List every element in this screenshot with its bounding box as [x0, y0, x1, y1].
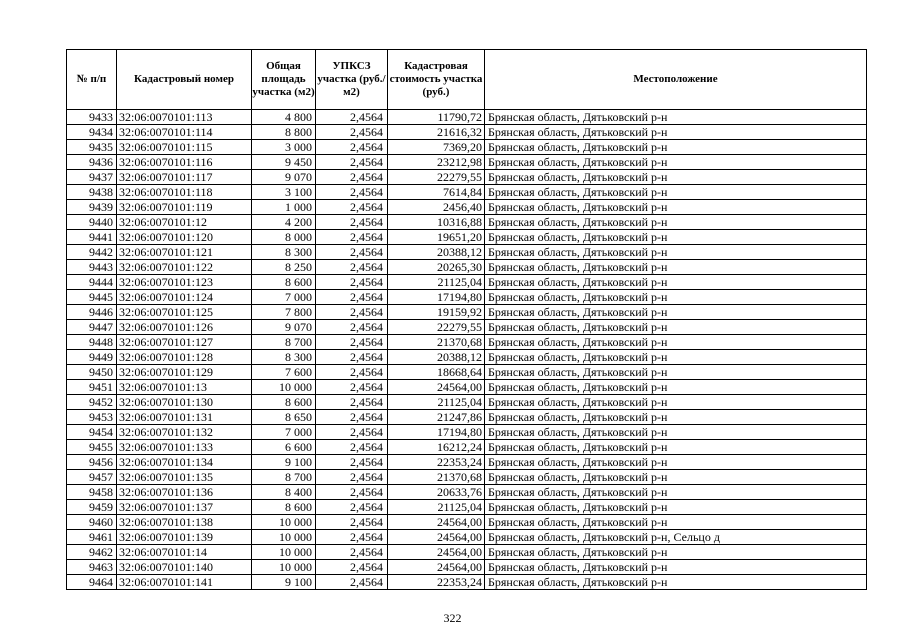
area-value: 3 000: [252, 140, 316, 155]
row-num: 9463: [67, 560, 117, 575]
cadastral-table: [66, 49, 867, 590]
upksz-value: 2,4564: [316, 275, 388, 290]
area-value: 8 300: [252, 350, 316, 365]
table-row: [67, 365, 867, 380]
upksz-value: 2,4564: [316, 155, 388, 170]
location: Брянская область, Дятьковский р-н: [485, 140, 867, 155]
cadastral-number: 32:06:0070101:139: [117, 530, 252, 545]
table-row: [67, 515, 867, 530]
table-row: [67, 290, 867, 305]
row-num: 9453: [67, 410, 117, 425]
area-value: 10 000: [252, 530, 316, 545]
upksz-value: 2,4564: [316, 185, 388, 200]
cadastral-number: 32:06:0070101:123: [117, 275, 252, 290]
cadastral-value: 11790,72: [388, 110, 485, 125]
location: Брянская область, Дятьковский р-н: [485, 230, 867, 245]
cadastral-value: 19159,92: [388, 305, 485, 320]
row-num: 9457: [67, 470, 117, 485]
upksz-value: 2,4564: [316, 380, 388, 395]
cadastral-value: 21370,68: [388, 470, 485, 485]
table-row: [67, 350, 867, 365]
location: Брянская область, Дятьковский р-н: [485, 380, 867, 395]
table-body: [67, 110, 867, 590]
cadastral-number: 32:06:0070101:124: [117, 290, 252, 305]
upksz-value: 2,4564: [316, 395, 388, 410]
cadastral-value: 24564,00: [388, 515, 485, 530]
cadastral-number: 32:06:0070101:133: [117, 440, 252, 455]
cadastral-number: 32:06:0070101:131: [117, 410, 252, 425]
location: Брянская область, Дятьковский р-н: [485, 485, 867, 500]
location: Брянская область, Дятьковский р-н: [485, 440, 867, 455]
area-value: 7 000: [252, 290, 316, 305]
location: Брянская область, Дятьковский р-н: [485, 215, 867, 230]
row-num: 9436: [67, 155, 117, 170]
location: Брянская область, Дятьковский р-н: [485, 500, 867, 515]
upksz-value: 2,4564: [316, 305, 388, 320]
table-row: [67, 110, 867, 125]
table-row: [67, 395, 867, 410]
area-value: 9 070: [252, 320, 316, 335]
table-row: [67, 185, 867, 200]
cadastral-number: 32:06:0070101:136: [117, 485, 252, 500]
location: Брянская область, Дятьковский р-н: [485, 200, 867, 215]
table-row: [67, 425, 867, 440]
cadastral-value: 24564,00: [388, 560, 485, 575]
upksz-value: 2,4564: [316, 125, 388, 140]
location: Брянская область, Дятьковский р-н: [485, 125, 867, 140]
cadastral-number: 32:06:0070101:118: [117, 185, 252, 200]
row-num: 9444: [67, 275, 117, 290]
header-cadastral-number: Кадастровый номер: [117, 50, 252, 110]
table-row: [67, 140, 867, 155]
area-value: 10 000: [252, 560, 316, 575]
cadastral-value: 22279,55: [388, 320, 485, 335]
cadastral-number: 32:06:0070101:122: [117, 260, 252, 275]
cadastral-number: 32:06:0070101:116: [117, 155, 252, 170]
table-row: [67, 170, 867, 185]
row-num: 9446: [67, 305, 117, 320]
location: Брянская область, Дятьковский р-н: [485, 455, 867, 470]
row-num: 9434: [67, 125, 117, 140]
upksz-value: 2,4564: [316, 455, 388, 470]
location: Брянская область, Дятьковский р-н: [485, 155, 867, 170]
upksz-value: 2,4564: [316, 515, 388, 530]
upksz-value: 2,4564: [316, 470, 388, 485]
row-num: 9461: [67, 530, 117, 545]
upksz-value: 2,4564: [316, 545, 388, 560]
upksz-value: 2,4564: [316, 410, 388, 425]
upksz-value: 2,4564: [316, 110, 388, 125]
row-num: 9460: [67, 515, 117, 530]
cadastral-number: 32:06:0070101:120: [117, 230, 252, 245]
cadastral-number: 32:06:0070101:12: [117, 215, 252, 230]
location: Брянская область, Дятьковский р-н: [485, 560, 867, 575]
cadastral-value: 20265,30: [388, 260, 485, 275]
header-cadastral-value: Кадастровая стоимость участка (руб.): [388, 50, 485, 110]
area-value: 8 800: [252, 125, 316, 140]
upksz-value: 2,4564: [316, 335, 388, 350]
table-row: [67, 320, 867, 335]
location: Брянская область, Дятьковский р-н: [485, 170, 867, 185]
header-num: № п/п: [67, 50, 117, 110]
location: Брянская область, Дятьковский р-н: [485, 350, 867, 365]
table-row: [67, 545, 867, 560]
area-value: 8 700: [252, 470, 316, 485]
row-num: 9437: [67, 170, 117, 185]
row-num: 9464: [67, 575, 117, 590]
header-area: Общая площадь участка (м2): [252, 50, 316, 110]
cadastral-value: 17194,80: [388, 290, 485, 305]
cadastral-number: 32:06:0070101:128: [117, 350, 252, 365]
row-num: 9459: [67, 500, 117, 515]
upksz-value: 2,4564: [316, 140, 388, 155]
cadastral-number: 32:06:0070101:129: [117, 365, 252, 380]
table-row: [67, 260, 867, 275]
row-num: 9455: [67, 440, 117, 455]
location: Брянская область, Дятьковский р-н: [485, 470, 867, 485]
cadastral-number: 32:06:0070101:119: [117, 200, 252, 215]
cadastral-number: 32:06:0070101:117: [117, 170, 252, 185]
table-row: [67, 230, 867, 245]
upksz-value: 2,4564: [316, 290, 388, 305]
cadastral-value: 20633,76: [388, 485, 485, 500]
cadastral-number: 32:06:0070101:134: [117, 455, 252, 470]
area-value: 8 250: [252, 260, 316, 275]
location: Брянская область, Дятьковский р-н: [485, 110, 867, 125]
upksz-value: 2,4564: [316, 425, 388, 440]
table-header-row: [67, 50, 867, 110]
cadastral-number: 32:06:0070101:130: [117, 395, 252, 410]
location: Брянская область, Дятьковский р-н: [485, 410, 867, 425]
area-value: 4 200: [252, 215, 316, 230]
area-value: 9 100: [252, 575, 316, 590]
location: Брянская область, Дятьковский р-н: [485, 260, 867, 275]
table-row: [67, 305, 867, 320]
cadastral-value: 21125,04: [388, 500, 485, 515]
table-row: [67, 485, 867, 500]
cadastral-value: 7369,20: [388, 140, 485, 155]
row-num: 9451: [67, 380, 117, 395]
area-value: 4 800: [252, 110, 316, 125]
cadastral-number: 32:06:0070101:140: [117, 560, 252, 575]
cadastral-value: 20388,12: [388, 350, 485, 365]
row-num: 9452: [67, 395, 117, 410]
table-row: [67, 455, 867, 470]
row-num: 9449: [67, 350, 117, 365]
area-value: 8 300: [252, 245, 316, 260]
location: Брянская область, Дятьковский р-н: [485, 575, 867, 590]
upksz-value: 2,4564: [316, 260, 388, 275]
upksz-value: 2,4564: [316, 200, 388, 215]
cadastral-number: 32:06:0070101:132: [117, 425, 252, 440]
cadastral-number: 32:06:0070101:13: [117, 380, 252, 395]
cadastral-value: 19651,20: [388, 230, 485, 245]
table-row: [67, 380, 867, 395]
area-value: 7 800: [252, 305, 316, 320]
cadastral-number: 32:06:0070101:113: [117, 110, 252, 125]
location: Брянская область, Дятьковский р-н: [485, 395, 867, 410]
page-number: 322: [443, 611, 462, 625]
row-num: 9433: [67, 110, 117, 125]
row-num: 9443: [67, 260, 117, 275]
area-value: 8 600: [252, 500, 316, 515]
area-value: 9 450: [252, 155, 316, 170]
row-num: 9448: [67, 335, 117, 350]
location: Брянская область, Дятьковский р-н, Сельцо д: [485, 530, 867, 545]
row-num: 9441: [67, 230, 117, 245]
upksz-value: 2,4564: [316, 575, 388, 590]
location: Брянская область, Дятьковский р-н: [485, 515, 867, 530]
upksz-value: 2,4564: [316, 245, 388, 260]
table-row: [67, 335, 867, 350]
header-upksz: УПКСЗ участка (руб./м2): [316, 50, 388, 110]
cadastral-number: 32:06:0070101:138: [117, 515, 252, 530]
upksz-value: 2,4564: [316, 365, 388, 380]
table-row: [67, 575, 867, 590]
cadastral-value: 21125,04: [388, 275, 485, 290]
upksz-value: 2,4564: [316, 440, 388, 455]
area-value: 9 070: [252, 170, 316, 185]
cadastral-value: 24564,00: [388, 380, 485, 395]
area-value: 3 100: [252, 185, 316, 200]
row-num: 9435: [67, 140, 117, 155]
cadastral-value: 7614,84: [388, 185, 485, 200]
area-value: 7 600: [252, 365, 316, 380]
cadastral-number: 32:06:0070101:125: [117, 305, 252, 320]
cadastral-value: 10316,88: [388, 215, 485, 230]
row-num: 9439: [67, 200, 117, 215]
location: Брянская область, Дятьковский р-н: [485, 275, 867, 290]
cadastral-value: 21247,86: [388, 410, 485, 425]
location: Брянская область, Дятьковский р-н: [485, 185, 867, 200]
row-num: 9450: [67, 365, 117, 380]
cadastral-value: 17194,80: [388, 425, 485, 440]
row-num: 9440: [67, 215, 117, 230]
table-row: [67, 245, 867, 260]
cadastral-number: 32:06:0070101:121: [117, 245, 252, 260]
upksz-value: 2,4564: [316, 530, 388, 545]
upksz-value: 2,4564: [316, 350, 388, 365]
upksz-value: 2,4564: [316, 560, 388, 575]
area-value: 8 400: [252, 485, 316, 500]
location: Брянская область, Дятьковский р-н: [485, 320, 867, 335]
location: Брянская область, Дятьковский р-н: [485, 245, 867, 260]
cadastral-number: 32:06:0070101:137: [117, 500, 252, 515]
cadastral-value: 22353,24: [388, 575, 485, 590]
header-location: Местоположение: [485, 50, 867, 110]
area-value: 10 000: [252, 545, 316, 560]
table-row: [67, 560, 867, 575]
row-num: 9445: [67, 290, 117, 305]
upksz-value: 2,4564: [316, 500, 388, 515]
location: Брянская область, Дятьковский р-н: [485, 305, 867, 320]
table-row: [67, 155, 867, 170]
area-value: 8 000: [252, 230, 316, 245]
cadastral-value: 2456,40: [388, 200, 485, 215]
row-num: 9447: [67, 320, 117, 335]
cadastral-value: 24564,00: [388, 545, 485, 560]
table-row: [67, 500, 867, 515]
cadastral-value: 21370,68: [388, 335, 485, 350]
row-num: 9458: [67, 485, 117, 500]
area-value: 6 600: [252, 440, 316, 455]
cadastral-number: 32:06:0070101:14: [117, 545, 252, 560]
cadastral-value: 20388,12: [388, 245, 485, 260]
cadastral-value: 24564,00: [388, 530, 485, 545]
area-value: 8 600: [252, 275, 316, 290]
table-row: [67, 530, 867, 545]
upksz-value: 2,4564: [316, 485, 388, 500]
cadastral-number: 32:06:0070101:115: [117, 140, 252, 155]
cadastral-number: 32:06:0070101:141: [117, 575, 252, 590]
row-num: 9442: [67, 245, 117, 260]
table-row: [67, 440, 867, 455]
upksz-value: 2,4564: [316, 170, 388, 185]
table-row: [67, 410, 867, 425]
row-num: 9454: [67, 425, 117, 440]
cadastral-value: 18668,64: [388, 365, 485, 380]
location: Брянская область, Дятьковский р-н: [485, 290, 867, 305]
area-value: 10 000: [252, 515, 316, 530]
row-num: 9456: [67, 455, 117, 470]
cadastral-value: 22353,24: [388, 455, 485, 470]
table-row: [67, 470, 867, 485]
location: Брянская область, Дятьковский р-н: [485, 335, 867, 350]
cadastral-value: 23212,98: [388, 155, 485, 170]
cadastral-value: 22279,55: [388, 170, 485, 185]
area-value: 9 100: [252, 455, 316, 470]
cadastral-number: 32:06:0070101:127: [117, 335, 252, 350]
upksz-value: 2,4564: [316, 215, 388, 230]
area-value: 7 000: [252, 425, 316, 440]
area-value: 8 600: [252, 395, 316, 410]
area-value: 10 000: [252, 380, 316, 395]
cadastral-number: 32:06:0070101:114: [117, 125, 252, 140]
row-num: 9462: [67, 545, 117, 560]
location: Брянская область, Дятьковский р-н: [485, 365, 867, 380]
upksz-value: 2,4564: [316, 230, 388, 245]
table-row: [67, 215, 867, 230]
upksz-value: 2,4564: [316, 320, 388, 335]
cadastral-value: 16212,24: [388, 440, 485, 455]
table-row: [67, 125, 867, 140]
location: Брянская область, Дятьковский р-н: [485, 425, 867, 440]
cadastral-value: 21616,32: [388, 125, 485, 140]
area-value: 8 650: [252, 410, 316, 425]
table-row: [67, 200, 867, 215]
cadastral-number: 32:06:0070101:126: [117, 320, 252, 335]
row-num: 9438: [67, 185, 117, 200]
area-value: 8 700: [252, 335, 316, 350]
area-value: 1 000: [252, 200, 316, 215]
location: Брянская область, Дятьковский р-н: [485, 545, 867, 560]
table-row: [67, 275, 867, 290]
cadastral-number: 32:06:0070101:135: [117, 470, 252, 485]
cadastral-value: 21125,04: [388, 395, 485, 410]
